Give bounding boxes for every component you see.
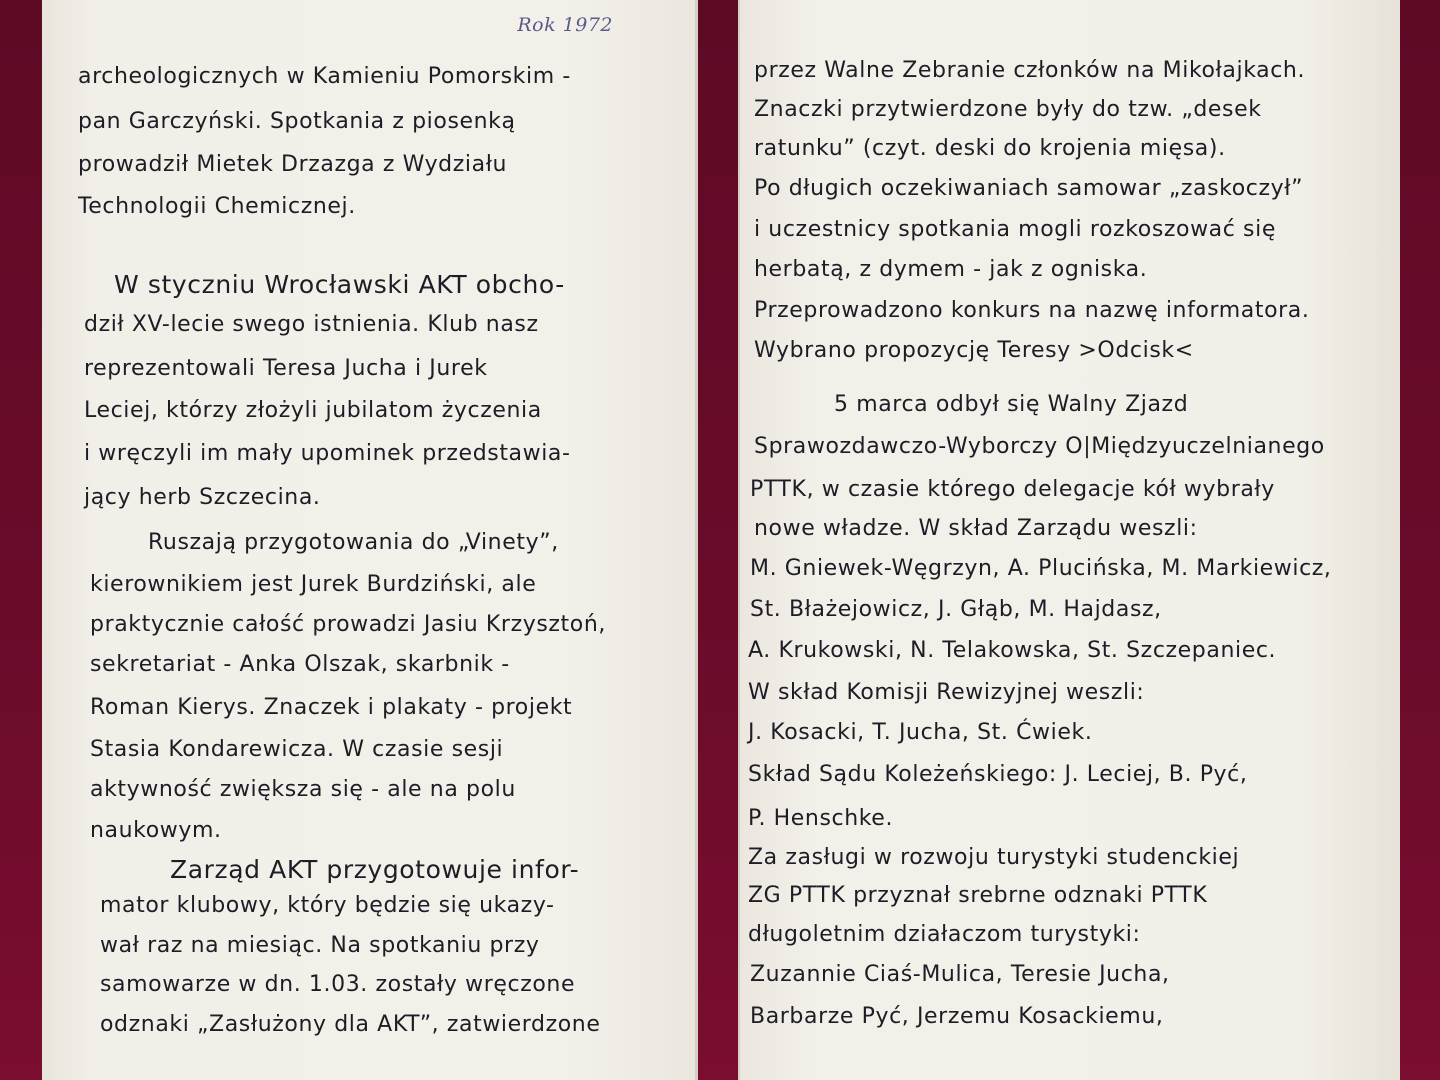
text-line: P. Henschke.	[748, 806, 894, 831]
text-line: aktywność zwiększa się - ale na polu	[90, 777, 516, 802]
text-line: 5 marca odbył się Walny Zjazd	[834, 392, 1189, 417]
text-line: Technologii Chemicznej.	[78, 194, 356, 219]
text-line: ratunku” (czyt. deski do krojenia mięsa).	[754, 136, 1226, 161]
text-line: Zuzannie Ciaś-Mulica, Teresie Jucha,	[750, 962, 1170, 987]
text-line: mator klubowy, który będzie się ukazy-	[100, 893, 555, 918]
text-line: naukowym.	[90, 818, 222, 843]
year-annotation: Rok 1972	[517, 14, 613, 36]
text-line: PTTK, w czasie którego delegacje kół wybrały	[750, 477, 1275, 502]
text-line: J. Kosacki, T. Jucha, St. Ćwiek.	[748, 720, 1093, 745]
text-line: St. Błażejowicz, J. Głąb, M. Hajdasz,	[750, 597, 1162, 622]
text-line: sekretariat - Anka Olszak, skarbnik -	[90, 652, 510, 677]
text-line: Barbarze Pyć, Jerzemu Kosackiemu,	[750, 1004, 1164, 1029]
text-line: M. Gniewek-Węgrzyn, A. Plucińska, M. Markiewicz,	[750, 556, 1332, 581]
text-line: Sprawozdawczo-Wyborczy O|Międzyuczelnianego	[754, 434, 1325, 459]
text-line: nowe władze. W skład Zarządu weszli:	[754, 516, 1198, 541]
text-line: samowarze w dn. 1.03. zostały wręczone	[100, 972, 576, 997]
text-line: Znaczki przytwierdzone były do tzw. „desek	[754, 97, 1262, 122]
right-page	[738, 0, 1400, 1080]
text-line: i uczestnicy spotkania mogli rozkoszować się	[754, 217, 1276, 242]
text-line: herbatą, z dymem - jak z ogniska.	[754, 257, 1148, 282]
text-line: ZG PTTK przyznał srebrne odznaki PTTK	[748, 883, 1208, 908]
text-line: Zarząd AKT przygotowuje infor-	[170, 855, 580, 884]
left-page	[42, 0, 698, 1080]
text-line: Skład Sądu Koleżeńskiego: J. Leciej, B. Pyć,	[748, 762, 1248, 787]
text-line: Po długich oczekiwaniach samowar „zaskoczył”	[754, 176, 1304, 201]
text-line: reprezentowali Teresa Jucha i Jurek	[84, 356, 488, 381]
text-line: kierownikiem jest Jurek Burdziński, ale	[90, 572, 537, 597]
text-line: Za zasługi w rozwoju turystyki studenckiej	[748, 845, 1240, 870]
text-line: wał raz na miesiąc. Na spotkaniu przy	[100, 933, 540, 958]
text-line: W skład Komisji Rewizyjnej weszli:	[748, 680, 1145, 705]
text-line: praktycznie całość prowadzi Jasiu Krzysztoń,	[90, 612, 606, 637]
text-line: jący herb Szczecina.	[84, 485, 321, 510]
text-line: i wręczyli im mały upominek przedstawia-	[84, 441, 571, 466]
text-line: Leciej, którzy złożyli jubilatom życzenia	[84, 398, 542, 423]
text-line: Stasia Kondarewicza. W czasie sesji	[90, 737, 504, 762]
text-line: długoletnim działaczom turystyki:	[748, 922, 1141, 947]
text-line: pan Garczyński. Spotkania z piosenką	[78, 109, 516, 134]
text-line: A. Krukowski, N. Telakowska, St. Szczepaniec.	[748, 638, 1277, 663]
text-line: przez Walne Zebranie członków na Mikołajkach.	[754, 58, 1306, 83]
text-line: prowadził Mietek Drzazga z Wydziału	[78, 152, 508, 177]
text-line: W styczniu Wrocławski AKT obcho-	[114, 270, 565, 299]
text-line: archeologicznych w Kamieniu Pomorskim -	[78, 64, 571, 89]
text-line: odznaki „Zasłużony dla AKT”, zatwierdzone	[100, 1012, 601, 1037]
text-line: Roman Kierys. Znaczek i plakaty - projekt	[90, 695, 573, 720]
text-line: Wybrano propozycję Teresy >Odcisk<	[754, 338, 1194, 363]
text-line: Ruszają przygotowania do „Vinety”,	[148, 530, 559, 555]
text-line: Przeprowadzono konkurs na nazwę informatora.	[754, 298, 1310, 323]
text-line: dził XV-lecie swego istnienia. Klub nasz	[84, 312, 539, 337]
